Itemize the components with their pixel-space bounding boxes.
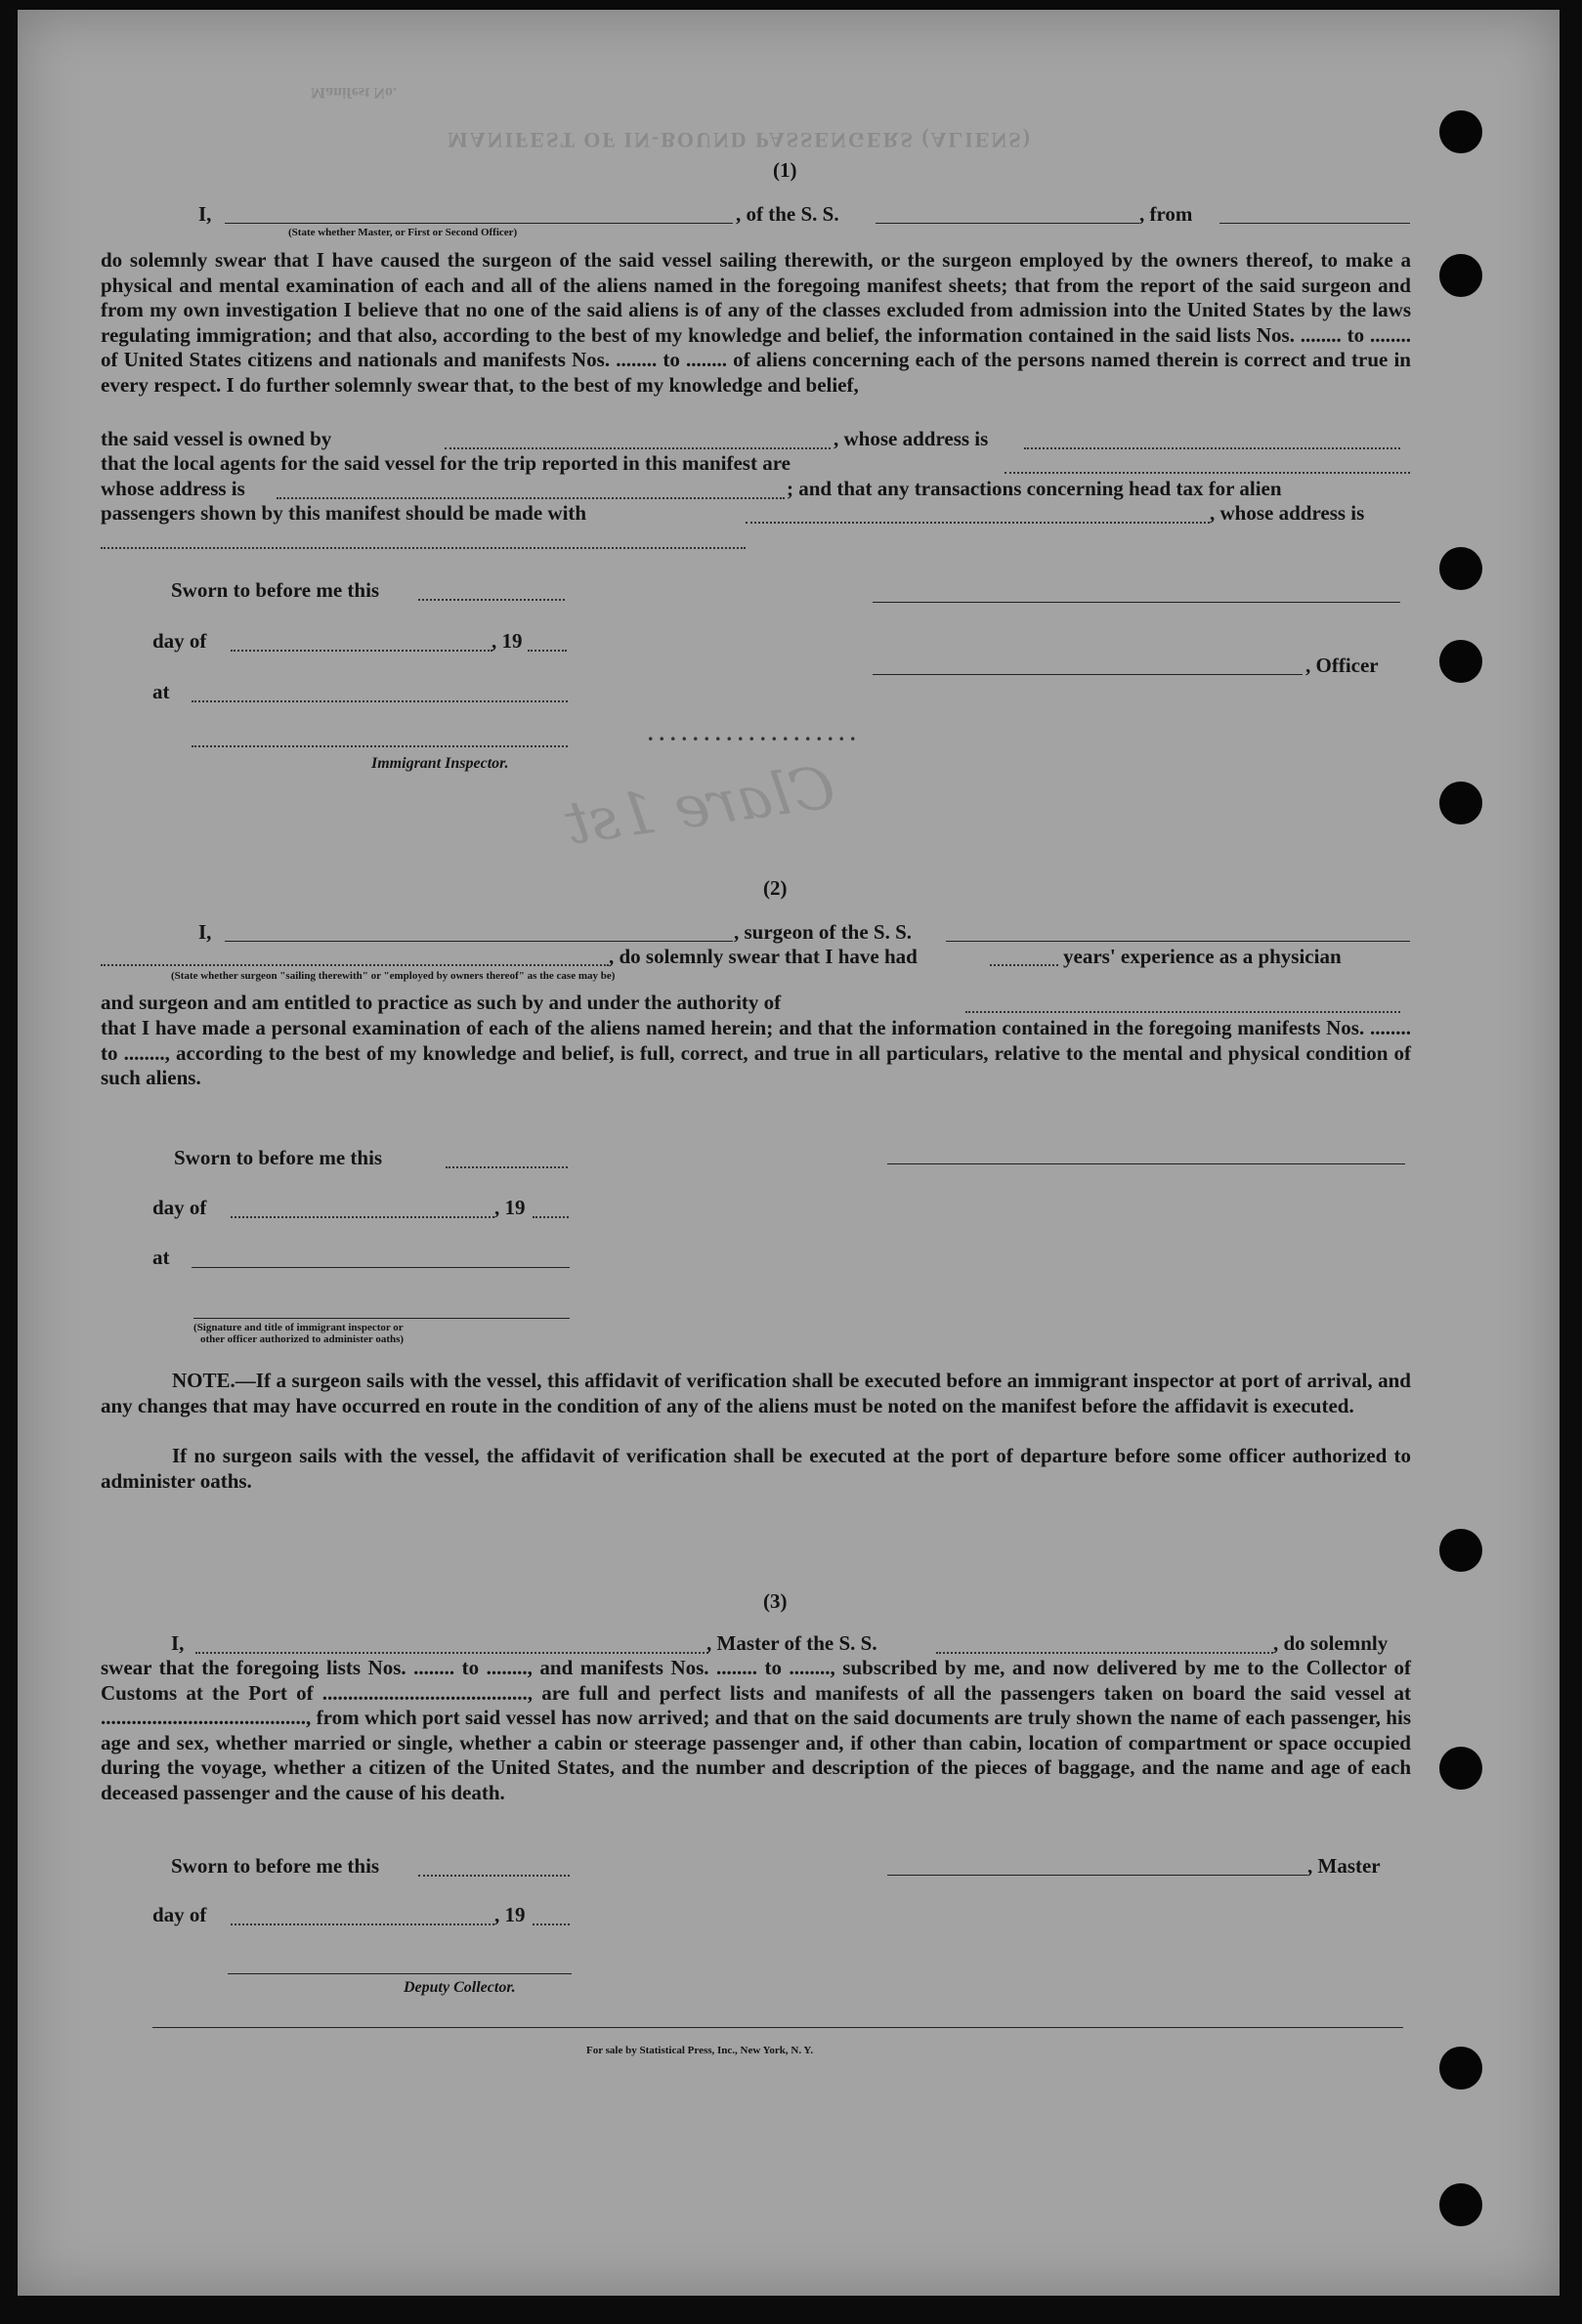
s1-head-tax: ; and that any transactions concerning head tax for alien <box>787 477 1282 500</box>
s1-owned-by: the said vessel is owned by <box>101 427 332 450</box>
punch-hole <box>1439 2047 1482 2090</box>
s1-line-i: I, <box>198 202 212 226</box>
punch-hole <box>1439 1747 1482 1790</box>
footer-printer: For sale by Statistical Press, Inc., New York, N. Y. <box>586 2045 814 2056</box>
s1-whose-address-2: whose address is <box>101 477 245 500</box>
s3-day-of: day of <box>152 1903 207 1926</box>
s1-officer-signature-line-1 <box>873 602 1400 603</box>
form-sheet <box>18 10 1560 2296</box>
s3-master: , Master <box>1307 1854 1381 1878</box>
s2-at: at <box>152 1246 170 1269</box>
punch-hole <box>1439 254 1482 297</box>
s1-officer: , Officer <box>1305 654 1379 677</box>
s2-note-1 <box>101 1369 1411 1418</box>
s3-master-of-ss: , Master of the S. S. <box>706 1631 877 1655</box>
s2-years-exp: years' experience as a physician <box>1063 945 1342 968</box>
s1-day-of: day of <box>152 629 207 653</box>
s2-year-field <box>533 1216 569 1218</box>
s1-immigrant-inspector: Immigrant Inspector. <box>371 755 509 772</box>
section-3-number: (3) <box>763 1589 788 1613</box>
s2-surgeon-name-line <box>225 941 733 942</box>
s2-surgeon-of-ss: , surgeon of the S. S. <box>734 920 913 944</box>
s2-line-i: I, <box>198 920 212 944</box>
s3-master-name-field <box>195 1652 708 1654</box>
s2-authority-field <box>965 1011 1400 1013</box>
s2-sig-note-1: (Signature and title of immigrant inspector or <box>193 1322 404 1333</box>
bleed-through-header: MANIFEST OF IN-BOUND PASSENGERS (ALIENS) <box>448 128 1032 152</box>
s2-day-of: day of <box>152 1196 207 1219</box>
s1-sworn: Sworn to before me this <box>171 578 380 602</box>
s2-note-label: NOTE.— <box>172 1369 256 1392</box>
s3-do-solemnly: , do solemnly <box>1273 1631 1389 1655</box>
s3-year-field <box>533 1923 570 1925</box>
s2-year: , 19 <box>494 1196 526 1219</box>
s3-year: , 19 <box>494 1903 526 1926</box>
s1-master-name-line <box>225 223 733 224</box>
section-2-number: (2) <box>763 876 788 900</box>
s1-ship-name-line <box>876 223 1139 224</box>
punch-hole <box>1439 640 1482 683</box>
s2-inspector-signature-line <box>193 1318 570 1319</box>
s2-do-solemnly: , do solemnly swear that I have had <box>609 945 918 968</box>
s1-master-note: (State whether Master, or First or Second Officer) <box>288 227 518 238</box>
s1-officer-signature-line-2 <box>873 674 1303 675</box>
s2-signature-line <box>887 1163 1405 1164</box>
s1-inspector-signature-line <box>192 745 568 747</box>
s1-at: at <box>152 680 170 703</box>
s3-master-signature-line <box>887 1875 1307 1876</box>
s1-agents-field <box>1005 472 1410 474</box>
s3-ship-name-field <box>936 1652 1273 1654</box>
s1-whose-address-3: , whose address is <box>1210 501 1365 525</box>
footer-rule <box>152 2027 1403 2028</box>
s3-oath-body: swear that the foregoing lists Nos. ........ to ........, and manifests Nos. ........ to ........, subscribed by me, and now delivered by me to the Collector of Customs at the Port of ........................................, are full and perfect lists and manifests of all the passengers taken on board the said vessel at ........................................, from which port said vessel has now arrived; and that on the said documents are truly shown the name of each passenger, his age and sex, whether married or single, whether a cabin or steerage passenger and, if other than cabin, location of compartment or space occupied during the voyage, whether a citizen of the United States, and the number and description of the pieces of baggage, and the name and age of each deceased passenger and the cause of his death. <box>101 1656 1411 1804</box>
s2-surgeon-note: (State whether surgeon "sailing therewith" or "employed by owners thereof" as the case may be) <box>171 970 616 982</box>
s2-note-2: If no surgeon sails with the vessel, the affidavit of verification shall be executed at the port of departure before some officer authorized to administer oaths. <box>101 1444 1411 1493</box>
s2-day-field <box>231 1216 494 1218</box>
s1-day-field <box>231 650 492 652</box>
punch-hole <box>1439 782 1482 824</box>
bleed-through-manifest-no: Manifest No. <box>311 84 397 101</box>
s2-sworn-field <box>446 1166 568 1168</box>
s1-sworn-field <box>418 599 565 601</box>
s1-oath-body: do solemnly swear that I have caused the surgeon of the said vessel sailing therewith, or the surgeon employed by the owners thereof, to make a physical and mental examination of each and all of the aliens named in the foregoing manifest sheets; that from the report of the said surgeon and from my own investigation I believe that no one of the said aliens is of any of the classes excluded from admission into the United States by the laws regulating immigration; and that also, according to the best of my knowledge and belief, the information contained in the said lists Nos. ........ to ........ of United States citizens and nationals and manifests Nos. ........ to ........ of aliens concerning each of the persons named therein is correct and true in every respect. I do further solemnly swear that, to the best of my knowledge and belief, <box>101 248 1411 397</box>
s3-line-i: I, <box>171 1631 185 1655</box>
s2-authority: and surgeon and am entitled to practice as such by and under the authority of <box>101 991 782 1014</box>
s2-years-field <box>990 964 1058 966</box>
s1-at-field <box>192 700 568 702</box>
s2-oath-body: that I have made a personal examination of each of the aliens named herein; and that the information contained in the foregoing manifests Nos. ........ to ........, according to the best of my knowledge and belief, is full, correct, and true in all particulars, relative to the mental and physical condition of such aliens. <box>101 1016 1411 1089</box>
s1-from-line <box>1219 223 1410 224</box>
section-1-number: (1) <box>773 158 797 182</box>
s1-head-tax-party-field <box>746 522 1210 524</box>
s1-from: , from <box>1139 202 1193 226</box>
bleed-through-handwriting: Clare 1st <box>561 753 839 859</box>
s1-passengers-shown: passengers shown by this manifest should be made with <box>101 501 587 525</box>
s2-sig-note-2: other officer authorized to administer oaths) <box>200 1333 405 1345</box>
s2-note-1-text: If a surgeon sails with the vessel, this affidavit of verification shall be executed before an immigrant inspector at port of arrival, and any changes that may have occurred en route in the condition of any of the aliens must be noted on the manifest before the affidavit is executed. <box>101 1369 1411 1417</box>
s1-whose-address: , whose address is <box>834 427 989 450</box>
s3-deputy-collector: Deputy Collector. <box>404 1979 516 1996</box>
punch-hole <box>1439 547 1482 590</box>
s1-owner-address-field <box>1024 447 1400 449</box>
s3-sworn: Sworn to before me this <box>171 1854 380 1878</box>
s1-agent-address-field <box>277 497 785 499</box>
s1-faint-dots: ................... <box>648 721 862 745</box>
s3-day-field <box>231 1923 494 1925</box>
s1-head-tax-address-field <box>101 547 746 549</box>
s1-local-agents: that the local agents for the said vessel for the trip reported in this manifest are <box>101 451 791 475</box>
s2-at-field <box>192 1267 570 1268</box>
s3-sworn-field <box>418 1875 570 1877</box>
s1-owner-field <box>445 447 831 449</box>
s2-detail-field <box>101 964 609 966</box>
s1-of-ss: , of the S. S. <box>736 202 839 226</box>
s2-ship-name-line <box>946 941 1410 942</box>
punch-hole <box>1439 2183 1482 2226</box>
s2-sworn: Sworn to before me this <box>174 1146 383 1169</box>
s1-year: , 19 <box>492 629 523 653</box>
punch-hole <box>1439 110 1482 153</box>
s1-year-field <box>528 650 567 652</box>
punch-hole <box>1439 1529 1482 1572</box>
s3-deputy-signature-line <box>228 1973 572 1974</box>
